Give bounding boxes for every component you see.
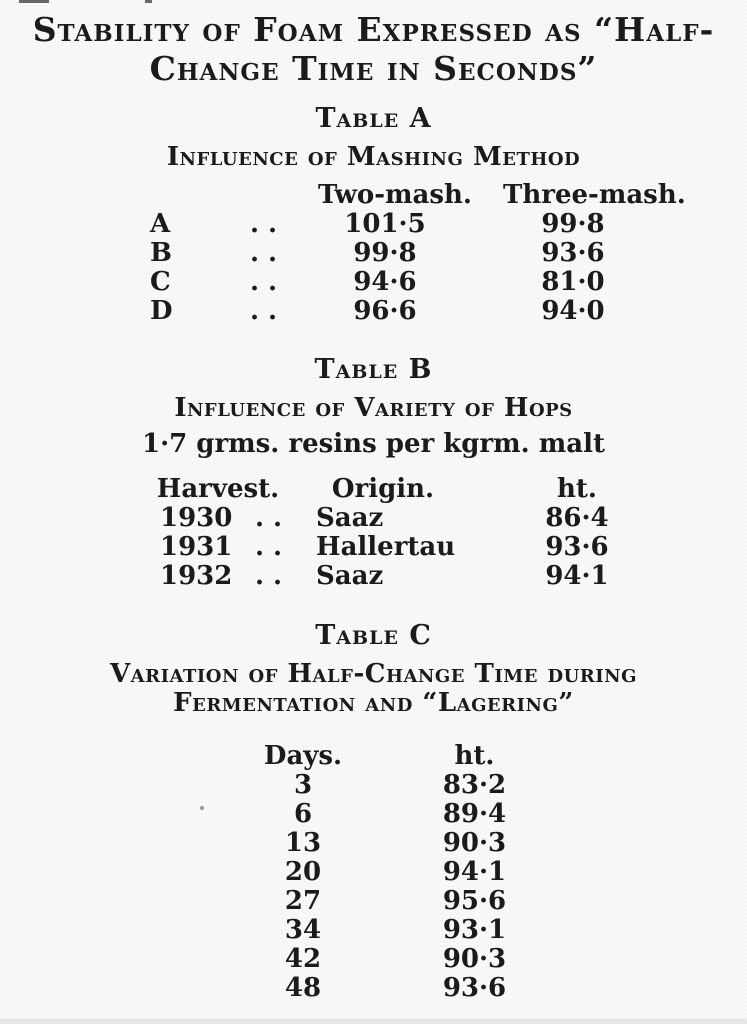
leader-dots: .. — [250, 209, 287, 239]
table-b-note: 1·7 grms. resins per kgrm. malt — [142, 429, 605, 459]
days-value: 3 — [293, 770, 313, 800]
scan-edge-shadow — [0, 1019, 747, 1024]
table-a-col-three-mash: Three-mash. — [503, 180, 686, 210]
two-mash-value: 96·6 — [353, 296, 417, 326]
ht-value: 83·2 — [442, 770, 507, 800]
days-value: 27 — [284, 886, 322, 916]
table-row — [0, 562, 747, 591]
days-value: 48 — [284, 973, 322, 1003]
table-a-caption: Table A — [315, 103, 432, 134]
ht-value: 86·4 — [545, 503, 609, 533]
days-value: 34 — [284, 915, 322, 945]
table-row — [0, 771, 747, 800]
table-c-col-ht: ht. — [454, 741, 495, 771]
days-value: 13 — [284, 828, 322, 858]
harvest-year: 1931 — [160, 532, 233, 562]
table-row — [0, 268, 747, 297]
page-title — [0, 0, 747, 88]
table-b-subtitle: Influence of Variety of Hops — [174, 393, 573, 423]
two-mash-value: 94·6 — [353, 267, 417, 297]
table-b-caption: Table B — [314, 354, 433, 385]
row-label: A — [150, 209, 171, 239]
days-value: 42 — [284, 944, 322, 974]
table-row — [0, 297, 747, 326]
table-row — [0, 916, 747, 945]
days-value: 20 — [284, 857, 322, 887]
table-c-caption: Table C — [315, 620, 432, 651]
leader-dots: .. — [250, 267, 287, 297]
page-title-line1: Stability of Foam Expressed as “Half- — [32, 10, 715, 49]
table-c-subtitle-line2: Fermentation and “Lagering” — [173, 688, 574, 718]
table-a-col-two-mash: Two-mash. — [318, 180, 472, 210]
table-a-section — [0, 104, 747, 326]
table-c-header-row — [0, 742, 747, 771]
table-c-section — [0, 621, 747, 1003]
table-row — [0, 800, 747, 829]
row-label: D — [150, 296, 173, 326]
days-value: 6 — [293, 799, 313, 829]
table-b-col-ht: ht. — [557, 474, 597, 504]
three-mash-value: 93·6 — [541, 238, 605, 268]
origin-value: Hallertau — [316, 532, 456, 562]
scan-speck — [200, 806, 204, 810]
scan-smudge — [19, 0, 49, 3]
three-mash-value: 99·8 — [541, 209, 605, 239]
table-a-subtitle: Influence of Mashing Method — [166, 142, 581, 172]
table-c-col-days: Days. — [263, 741, 343, 771]
row-label: B — [150, 238, 172, 268]
table-row — [0, 829, 747, 858]
three-mash-value: 94·0 — [541, 296, 605, 326]
two-mash-value: 101·5 — [344, 209, 426, 239]
leader-dots: .. — [250, 238, 287, 268]
three-mash-value: 81·0 — [541, 267, 605, 297]
scan-smudge — [145, 0, 152, 3]
ht-value: 93·1 — [442, 915, 507, 945]
table-a-header-row — [0, 181, 747, 210]
table-b-col-harvest: Harvest. — [156, 474, 280, 504]
page-title-line2: Change Time in Seconds” — [149, 49, 598, 88]
ht-value: 94·1 — [442, 857, 507, 887]
leader-dots: .. — [255, 532, 292, 562]
table-row — [0, 887, 747, 916]
table-c-subtitle-line1: Variation of Half-Change Time during — [109, 659, 637, 689]
table-row — [0, 533, 747, 562]
ht-value: 89·4 — [442, 799, 507, 829]
table-c-subtitle — [0, 660, 747, 718]
ht-value: 95·6 — [442, 886, 507, 916]
table-row — [0, 858, 747, 887]
ht-value: 90·3 — [442, 828, 507, 858]
leader-dots: .. — [255, 503, 292, 533]
table-row — [0, 945, 747, 974]
harvest-year: 1930 — [160, 503, 233, 533]
ht-value: 93·6 — [545, 532, 609, 562]
origin-value: Saaz — [316, 561, 384, 591]
leader-dots: .. — [250, 296, 287, 326]
table-row — [0, 504, 747, 533]
origin-value: Saaz — [316, 503, 384, 533]
two-mash-value: 99·8 — [353, 238, 417, 268]
table-b-header-row — [0, 475, 747, 504]
table-b-col-origin: Origin. — [331, 474, 435, 504]
ht-value: 94·1 — [545, 561, 609, 591]
leader-dots: .. — [255, 561, 292, 591]
ht-value: 93·6 — [442, 973, 507, 1003]
table-row — [0, 974, 747, 1003]
table-b-section — [0, 355, 747, 591]
table-row — [0, 239, 747, 268]
ht-value: 90·3 — [442, 944, 507, 974]
row-label: C — [150, 267, 171, 297]
table-row — [0, 210, 747, 239]
harvest-year: 1932 — [160, 561, 233, 591]
